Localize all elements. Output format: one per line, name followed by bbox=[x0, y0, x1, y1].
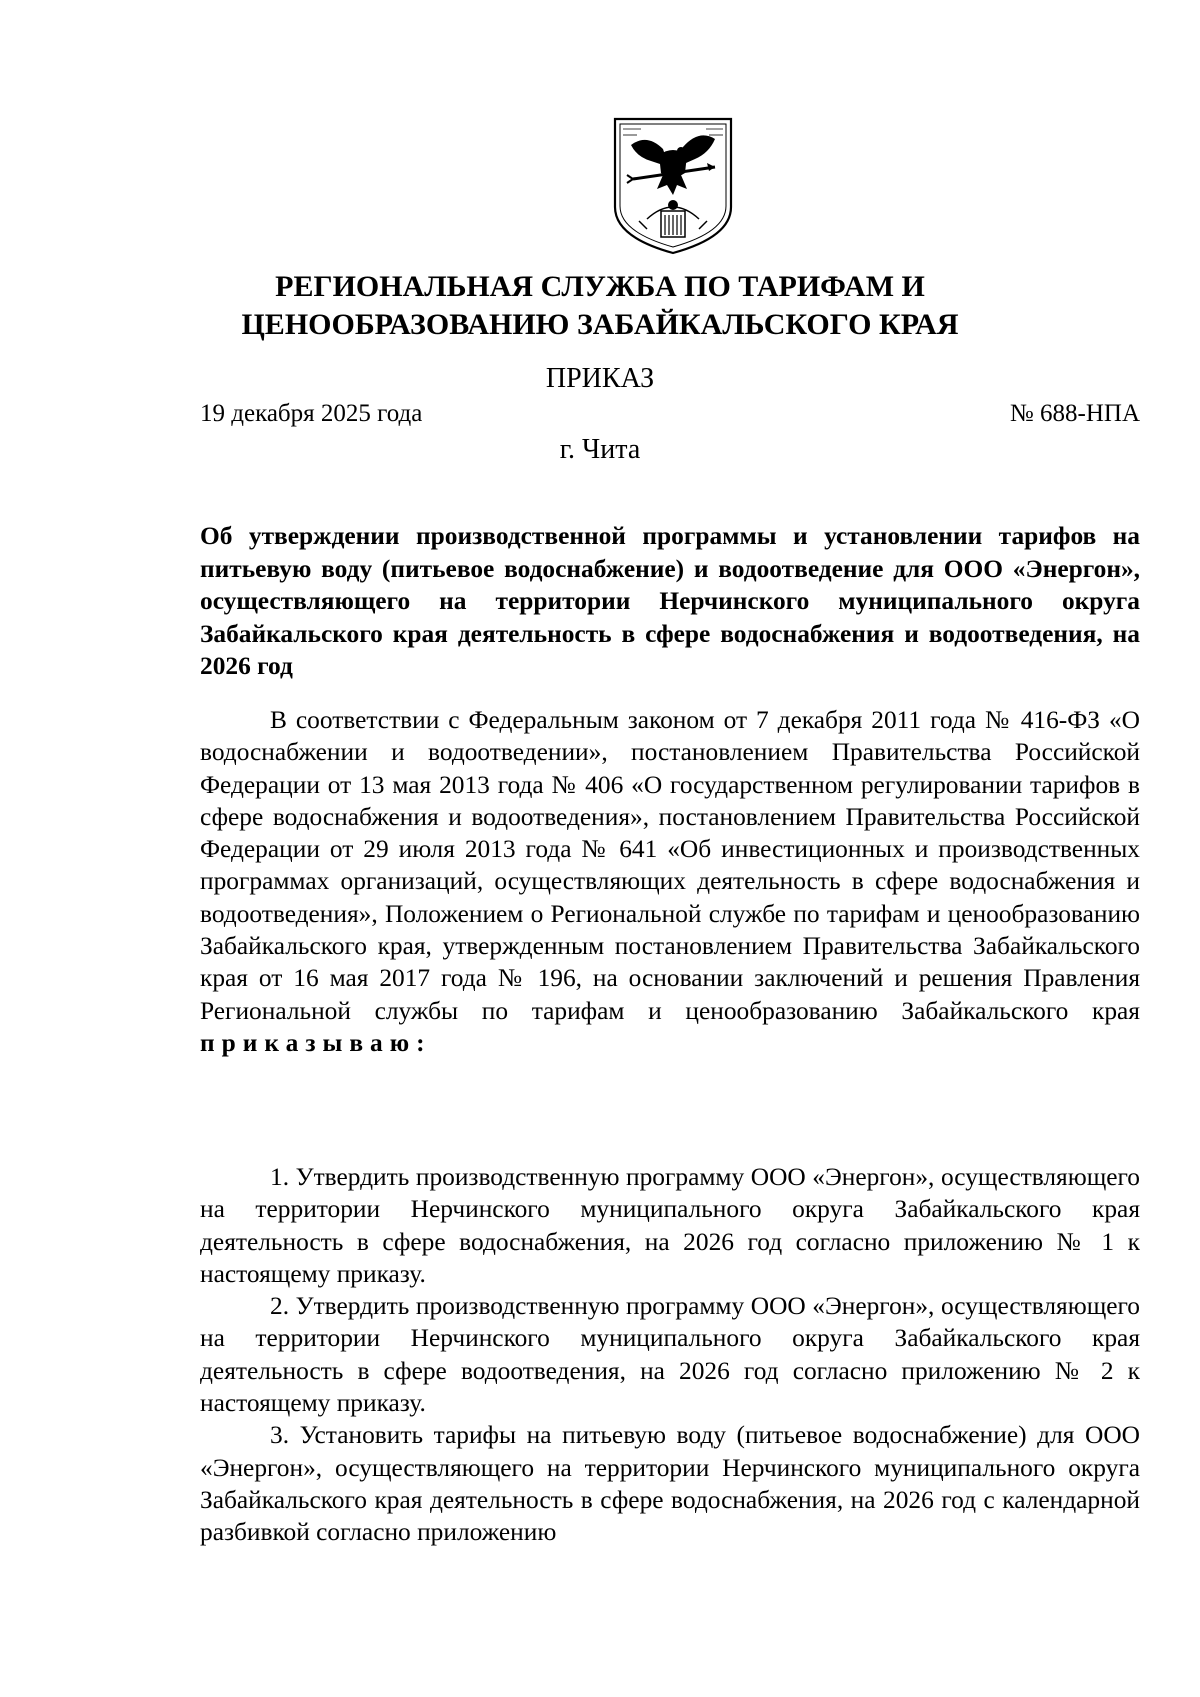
preamble-block bbox=[200, 704, 1140, 1059]
document-date: 19 декабря 2025 года bbox=[200, 400, 423, 427]
order-item-2: 2. Утвердить производственную программу ООО «Энергон», осуществляющего на территории Нерчинского муниципального округа Забайкальского края деятельность в сфере водоотведения, на 2026 год согласно приложению № 2 к настоящему приказу. bbox=[200, 1292, 1140, 1418]
order-item-1: 1. Утвердить производственную программу ООО «Энергон», осуществляющего на территории Нерчинского муниципального округа Забайкальского края деятельность в сфере водоснабжения, на 2026 год согласно приложению № 1 к настоящему приказу. bbox=[200, 1163, 1140, 1288]
order-items bbox=[200, 1161, 1140, 1549]
document-number: № 688-НПА bbox=[1009, 400, 1140, 427]
order-word: приказываю: bbox=[200, 1028, 432, 1057]
document-city: г. Чита bbox=[559, 434, 641, 465]
document-subject: Об утверждении производственной программы и установлении тарифов на питьевую воду (питьевое водоснабжение) и водоотведение для ООО «Энергон», осуществляющего на территории Нерчинского муниципального округа Забайкальского края деятельность в сфере водоснабжения и водоотведения, на 2026 год bbox=[200, 522, 1140, 680]
preamble-text: В соответствии с Федеральным законом от 7 декабря 2011 года № 416-ФЗ «О водоснабжении и водоотведении», постановлением Правительства Российской Федерации от 13 мая 2013 года № 406 «О государственном регулировании тарифов в сфере водоснабжения и водоотведения», постановлением Правительства Российской Федерации от 29 июля 2013 года № 641 «Об инвестиционных и производственных программах организаций, осуществляющих деятельность в сфере водоснабжения и водоотведения», Положением о Региональной службе по тарифам и ценообразованию Забайкальского края, утвержденным постановлением Правительства Забайкальского края от 16 мая 2017 года № 196, на основании заключений и решения Правления Региональной службы по тарифам и ценообразованию Забайкальского края bbox=[200, 706, 1140, 1025]
organization-title bbox=[150, 268, 1050, 344]
organization-title-line1: РЕГИОНАЛЬНАЯ СЛУЖБА ПО ТАРИФАМ И bbox=[275, 270, 925, 303]
zabaikalsky-coat-of-arms-icon bbox=[611, 115, 735, 255]
preamble-paragraph bbox=[200, 704, 1140, 1059]
order-item-3: 3. Установить тарифы на питьевую воду (питьевое водоснабжение) для ООО «Энергон», осуществляющего на территории Нерчинского муниципального округа Забайкальского края деятельность в сфере водоснабжения, на 2026 год с календарной разбивкой согласно приложению bbox=[200, 1421, 1140, 1547]
document-type: ПРИКАЗ bbox=[545, 363, 655, 394]
organization-title-line2: ЦЕНООБРАЗОВАНИЮ ЗАБАЙКАЛЬСКОГО КРАЯ bbox=[241, 308, 959, 341]
